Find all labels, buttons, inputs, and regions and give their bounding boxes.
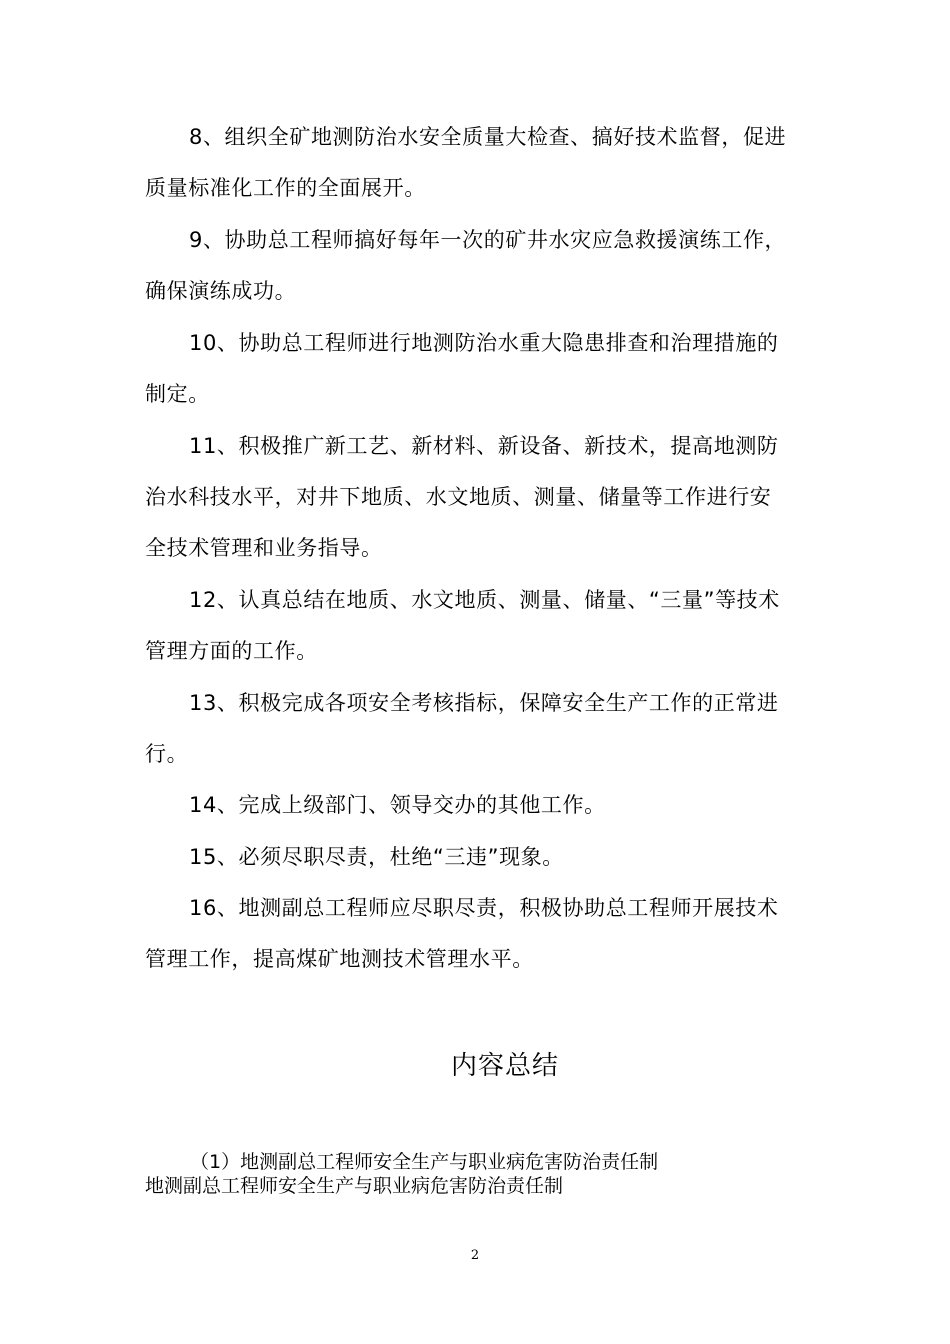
paragraph-line: 制定。 [145,382,210,406]
paragraph-line: 管理工作，提高煤矿地测技术管理水平。 [145,947,534,971]
paragraph-14 [145,780,805,831]
paragraph-12 [145,575,805,677]
paragraph-9 [145,215,805,317]
paragraph-line: 13、积极完成各项安全考核指标，保障安全生产工作的正常进 [189,691,779,715]
paragraph-11 [145,421,805,574]
paragraph-16 [145,883,805,985]
summary-line-2: 地测副总工程师安全生产与职业病危害防治责任制 [145,1175,564,1197]
paragraph-13 [145,678,805,780]
paragraph-line: 15、必须尽职尽责，杜绝“三违”现象。 [189,845,564,869]
paragraph-line: 治水科技水平，对井下地质、水文地质、测量、储量等工作进行安 [145,485,772,509]
paragraph-line: 12、认真总结在地质、水文地质、测量、储量、“三量”等技术 [189,588,780,612]
paragraph-line: 10、协助总工程师进行地测防治水重大隐患排查和治理措施的 [189,331,779,355]
paragraph-line: 11、积极推广新工艺、新材料、新设备、新技术，提高地测防 [189,434,779,458]
paragraph-15 [145,832,805,883]
paragraph-line: 9、协助总工程师搞好每年一次的矿井水灾应急救援演练工作， [189,228,787,252]
page-number: 2 [470,1248,480,1263]
paragraph-line: 16、地测副总工程师应尽职尽责，积极协助总工程师开展技术 [189,896,779,920]
paragraph-10 [145,318,805,420]
paragraph-line: 8、组织全矿地测防治水安全质量大检查、搞好技术监督，促进 [189,125,787,149]
paragraph-line: 行。 [145,742,189,766]
paragraph-line: 全技术管理和业务指导。 [145,536,383,560]
paragraph-line: 14、完成上级部门、领导交办的其他工作。 [189,793,606,817]
summary-line-1: （1）地测副总工程师安全生产与职业病危害防治责任制 [190,1151,659,1173]
paragraph-line: 确保演练成功。 [145,279,297,303]
summary-title: 内容总结 [450,1051,559,1081]
paragraph-line: 管理方面的工作。 [145,639,318,663]
paragraph-8 [145,112,805,214]
paragraph-line: 质量标准化工作的全面展开。 [145,176,426,200]
